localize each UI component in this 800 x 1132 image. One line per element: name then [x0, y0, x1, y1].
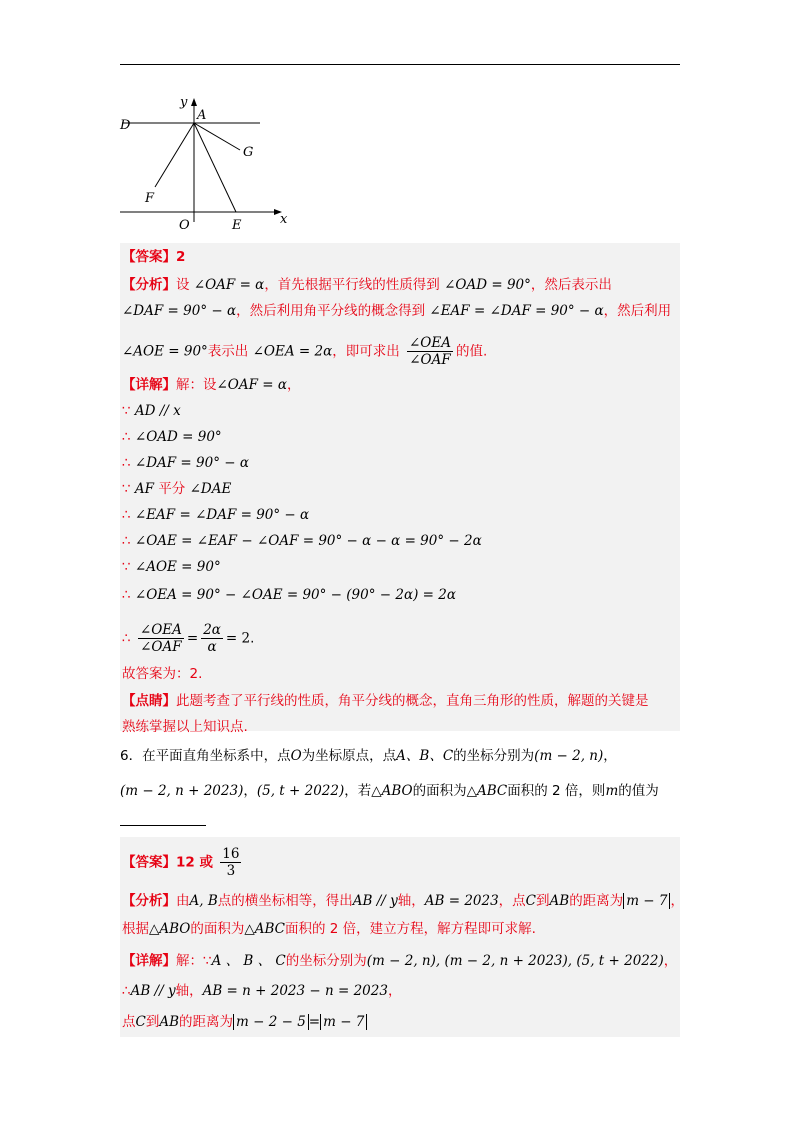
text: . — [250, 630, 255, 647]
detail-tag: 【详解】 — [122, 953, 176, 969]
comment-tag: 【点睛】 — [122, 693, 176, 709]
answer-tag: 【答案】 — [122, 854, 176, 871]
text: ，点 — [498, 893, 526, 909]
text: ， — [243, 783, 257, 799]
denominator: ∠OAF — [409, 352, 451, 368]
text: ， — [670, 893, 684, 909]
symbol: ∴ — [122, 455, 131, 471]
q5-final-step — [122, 622, 254, 655]
text: ，然后利用角平分线的概念得到 — [236, 303, 426, 319]
denominator: 3 — [226, 863, 236, 879]
math: (m − 2, n), (m − 2, n + 2023), (5, t + 2022) — [366, 953, 664, 969]
q5-comment-line2 — [122, 717, 248, 737]
math: AB // y — [352, 893, 398, 909]
math: ∠OEA = 90° − ∠OAE = 90° − (90° − 2α) = 2α — [134, 587, 456, 603]
math: AB // y — [130, 983, 176, 999]
segment-ae — [194, 123, 236, 212]
text: ， — [387, 983, 402, 999]
text: 熟练掌握以上知识点. — [122, 719, 248, 735]
text: ，若 — [344, 783, 372, 799]
q6-analysis-line2 — [122, 919, 536, 939]
text: ，首先根据平行线的性质得到 — [264, 277, 440, 293]
text: ，然后表示出 — [530, 277, 612, 293]
math: (m − 2, n) — [534, 748, 604, 764]
text: 故答案为：2. — [122, 666, 203, 682]
q6-detail-line1 — [122, 951, 677, 971]
label-f: F — [145, 191, 155, 206]
q5-step-5 — [122, 505, 309, 525]
math: ∠DAE — [189, 481, 232, 497]
label-o: O — [179, 218, 190, 233]
symbol: ∴ — [122, 429, 131, 445]
q5-step-3 — [122, 453, 249, 473]
text: 的坐标分别为 — [285, 953, 367, 969]
text: 到 — [145, 1014, 160, 1030]
math: A, B — [189, 893, 218, 909]
text: 解：设 — [176, 377, 217, 393]
math: △ABC — [244, 921, 286, 937]
q6-question-line2 — [120, 781, 659, 801]
math: AB = 2023 — [424, 893, 499, 909]
q6-analysis-line1 — [122, 891, 684, 911]
math: C — [525, 893, 537, 909]
text: 面积的 2 倍，则 — [507, 783, 606, 799]
text: 6．在平面直角坐标系中，点 — [120, 748, 291, 764]
text: 点的横坐标相等，得出 — [217, 893, 353, 909]
text: 到 — [536, 893, 550, 909]
text: 轴， — [397, 893, 425, 909]
math: ∠OAE = ∠EAF − ∠OAF = 90° − α − α = 90° − 2α — [134, 533, 482, 549]
math: AB — [549, 893, 570, 909]
math: A、B、C — [396, 748, 454, 764]
math: △ABC — [466, 783, 508, 799]
text: ， — [287, 377, 301, 393]
q5-conclusion — [122, 664, 202, 684]
q5-analysis-line3 — [122, 335, 487, 368]
text: ，即可求出 — [332, 343, 400, 360]
fraction — [220, 846, 241, 879]
text: ， — [663, 953, 678, 969]
detail-tag: 【详解】 — [122, 377, 176, 393]
analysis-tag: 【分析】 — [122, 277, 176, 293]
text: 根据 — [122, 921, 149, 937]
math: ∠AOE = 90° — [134, 559, 221, 575]
text: 设 — [176, 277, 190, 293]
math: AB — [159, 1014, 180, 1030]
math: m − 7 — [320, 1014, 367, 1030]
q6-question-line1 — [120, 746, 617, 766]
fraction — [407, 335, 453, 368]
fraction — [201, 622, 223, 655]
math: ∠DAF = 90° − α — [134, 455, 249, 471]
text: 的值为 — [618, 783, 659, 799]
text: 的面积为 — [190, 921, 245, 937]
denominator: α — [207, 639, 217, 655]
symbol: ∵ — [122, 403, 131, 419]
math: m − 7 — [623, 893, 670, 909]
symbol: ∴ — [122, 587, 131, 603]
figure-svg — [110, 92, 310, 240]
q5-step-1 — [122, 401, 181, 421]
math: C — [135, 1014, 146, 1030]
math: ∠OAF = α — [216, 377, 288, 393]
q5-analysis-line1 — [122, 275, 612, 295]
math: = 2 — [225, 630, 251, 647]
text: 轴， — [175, 983, 203, 999]
label-x: x — [280, 212, 288, 227]
math: A 、 B 、 C — [211, 953, 286, 969]
q5-step-4 — [122, 479, 231, 499]
symbol: ∵ — [122, 481, 131, 497]
math: ∠OAD = 90° — [134, 429, 222, 445]
label-a: A — [197, 108, 207, 123]
symbol: ∵ — [122, 559, 131, 575]
text: 为坐标原点，点 — [301, 748, 397, 764]
text: ，然后利用 — [603, 303, 672, 319]
y-axis-arrow — [191, 98, 197, 106]
label-y: y — [180, 95, 188, 110]
text: 表示出 — [207, 343, 249, 360]
answer-value: 2 — [176, 249, 186, 265]
numerator: ∠OEA — [409, 335, 451, 351]
q5-answer — [122, 247, 185, 267]
text: 由 — [176, 893, 190, 909]
answer-value: 12 或 — [176, 854, 213, 871]
segment-af — [155, 123, 194, 187]
answer-tag: 【答案】 — [122, 249, 176, 265]
math: AB = n + 2023 − n = 2023 — [202, 983, 388, 999]
fraction — [138, 622, 184, 655]
numerator: 16 — [222, 846, 240, 862]
label-g: G — [243, 145, 254, 160]
top-rule — [120, 64, 680, 65]
text: 的距离为 — [569, 893, 624, 909]
symbol: ∴ — [122, 533, 131, 549]
math: ∠AOE = 90° — [122, 343, 208, 360]
symbol: ∴ — [122, 507, 131, 523]
text: 点 — [122, 1014, 136, 1030]
q6-detail-line3 — [122, 1012, 367, 1032]
equals: = — [308, 1014, 321, 1030]
q5-step-8 — [122, 585, 456, 605]
symbol: ∴ — [122, 630, 131, 647]
text: 的值. — [455, 343, 488, 360]
label-d: D — [120, 118, 131, 133]
math: ∠EAF = ∠DAF = 90° − α — [134, 507, 310, 523]
text: 面积的 2 倍，建立方程，解方程即可求解. — [285, 921, 536, 937]
q5-detail-line1 — [122, 375, 301, 395]
math: AF — [134, 481, 155, 497]
text: 解：∵ — [176, 953, 212, 969]
math: m — [605, 783, 619, 799]
q5-step-7 — [122, 557, 221, 577]
math: O — [290, 748, 302, 764]
q5-comment-line1 — [122, 691, 649, 711]
text: 的面积为 — [412, 783, 467, 799]
math: AD // x — [134, 403, 181, 419]
q5-analysis-line2 — [122, 301, 671, 321]
answer-blank — [120, 825, 206, 826]
text: ， — [603, 748, 617, 764]
math: △ABO — [371, 783, 413, 799]
text: 的距离为 — [179, 1014, 234, 1030]
math: ∠EAF = ∠DAF = 90° − α — [429, 303, 604, 319]
q5-step-2 — [122, 427, 222, 447]
q6-answer — [122, 846, 244, 879]
q6-detail-line2 — [122, 981, 401, 1001]
text: 此题考查了平行线的性质，角平分线的概念，直角三角形的性质，解题的关键是 — [176, 693, 649, 709]
math: ∠OAD = 90° — [444, 277, 531, 293]
label-e: E — [232, 218, 242, 233]
math: ∠OAF = α — [193, 277, 265, 293]
numerator: ∠OEA — [139, 622, 182, 638]
math: ∠OEA = 2α — [252, 343, 333, 360]
math: ∠DAF = 90° − α — [122, 303, 237, 319]
math: (5, t + 2022) — [256, 783, 345, 799]
analysis-tag: 【分析】 — [122, 893, 176, 909]
denominator: ∠OAF — [140, 639, 182, 655]
coordinate-figure — [110, 92, 310, 240]
symbol: ∴ — [122, 983, 131, 999]
math: m − 2 − 5 — [233, 1014, 309, 1030]
text: 的坐标分别为 — [453, 748, 535, 764]
q5-step-6 — [122, 531, 482, 551]
equals: = — [186, 630, 199, 647]
math: △ABO — [149, 921, 191, 937]
math: (m − 2, n + 2023) — [120, 783, 244, 799]
numerator: 2α — [203, 622, 221, 638]
text: 平分 — [158, 481, 186, 497]
